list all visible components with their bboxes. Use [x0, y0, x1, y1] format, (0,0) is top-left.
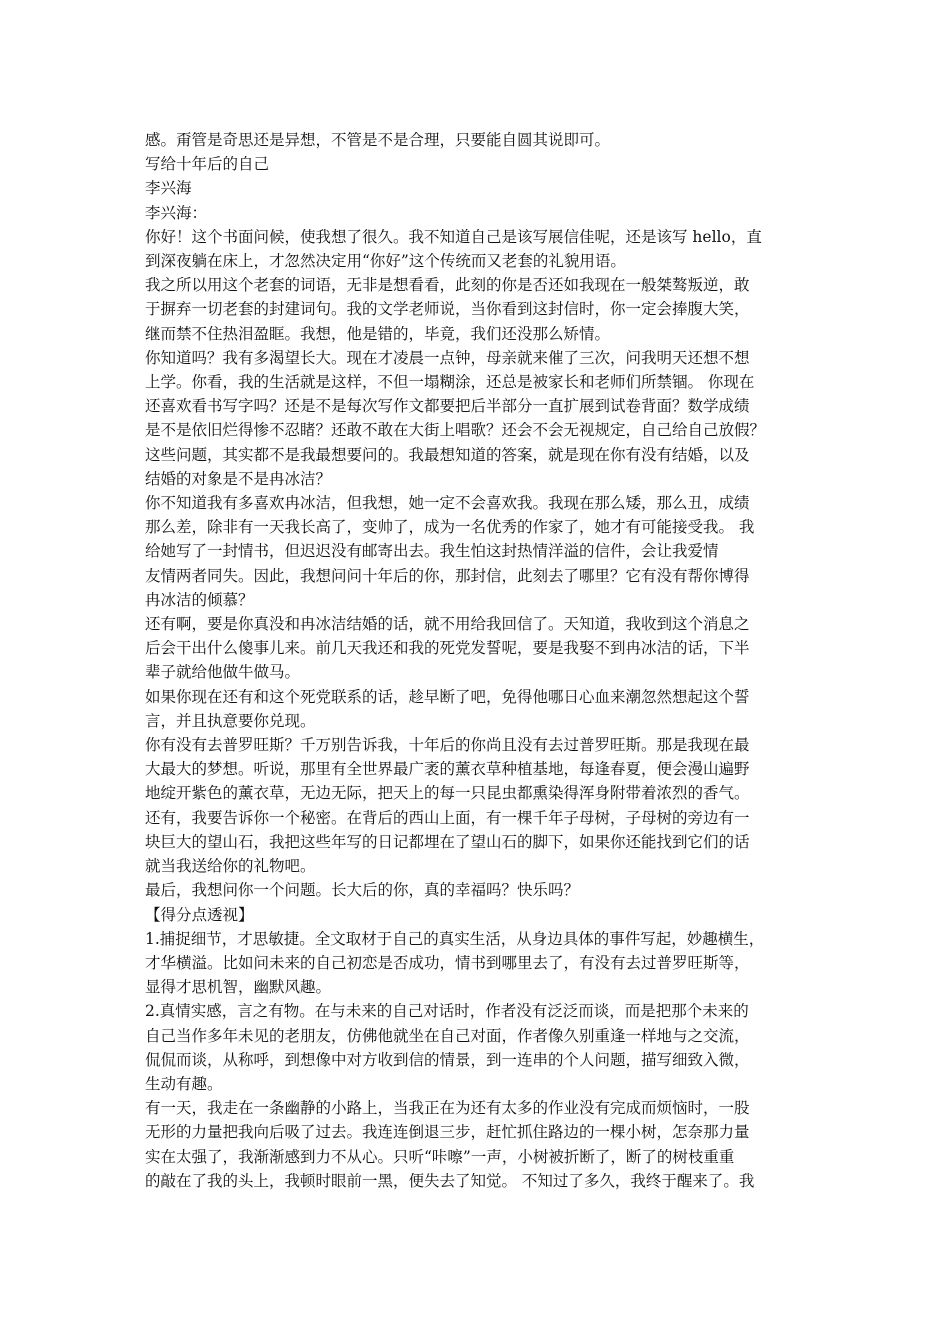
text-line: 感。甭管是奇思还是异想，不管是不是合理，只要能自圆其说即可。: [145, 131, 611, 149]
text-line: 李兴海: [145, 179, 192, 198]
paragraph: [145, 806, 813, 879]
paragraph: [145, 201, 813, 225]
text-line: 才华横溢。比如问未来的自己初恋是否成功，情书到哪里去了，有没有去过普罗旺斯等，: [145, 953, 750, 972]
paragraph: [145, 443, 813, 491]
text-line: 你有没有去普罗旺斯？千万别告诉我，十年后的你尚且没有去过普罗旺斯。那是我现在最: [145, 736, 750, 755]
text-line: 还有，我要告诉你一个秘密。在背后的西山上面，有一棵千年子母树，子母树的旁边有一: [145, 808, 750, 827]
text-line: 那么差，除非有一天我长高了，变帅了，成为一名优秀的作家了，她才有可能接受我。 我: [145, 518, 755, 537]
text-line: 显得才思机智，幽默风趣。: [145, 978, 332, 997]
text-line: 块巨大的望山石，我把这些年写的日记都埋在了望山石的脚下，如果你还能找到它们的话: [145, 832, 750, 851]
text-line: 侃侃而谈，从称呼，到想像中对方收到信的情景，到一连串的个人问题，描写细致入微，: [145, 1050, 750, 1069]
text-line: 实在太强了，我渐渐感到力不从心。只听“咔嚓”一声，小树被折断了，断了的树枝重重: [145, 1147, 735, 1166]
text-line: 生动有趣。: [145, 1074, 223, 1093]
text-line: 这些问题，其实都不是我最想要问的。我最想知道的答案，就是现在你有没有结婚，以及: [145, 445, 750, 464]
text-line: 我之所以用这个老套的词语，无非是想看看，此刻的你是否还如我现在一般桀骜叛逆，敢: [145, 276, 750, 295]
text-line: 2.真情实感，言之有物。在与未来的自己对话时，作者没有泛泛而谈，而是把那个未来的: [145, 1002, 749, 1021]
paragraph: [145, 491, 813, 612]
text-line: 还喜欢看书写字吗？还是不是每次写作文都要把后半部分一直扩展到试卷背面？数学成绩: [145, 397, 750, 416]
text-line: 给她写了一封情书，但迟迟没有邮寄出去。我生怕这封热情洋溢的信件，会让我爱情: [145, 542, 719, 561]
paragraph: [145, 733, 813, 806]
text-line: 地绽开紫色的薰衣草，无边无际，把天上的每一只昆虫都熏染得浑身附带着浓烈的香气。: [145, 784, 750, 803]
text-line: 【得分点透视】: [145, 905, 254, 924]
paragraph: [145, 878, 813, 902]
text-line: 就当我送给你的礼物吧。: [145, 857, 316, 876]
text-line: 大最大的梦想。听说，那里有全世界最广袤的薰衣草种植基地，每逢春夏，便会漫山遍野: [145, 760, 750, 779]
paragraph: [145, 612, 813, 685]
text-line: 1.捕捉细节，才思敏捷。全文取材于自己的真实生活，从身边具体的事件写起，妙趣横生，: [145, 929, 765, 948]
text-line: 有一天，我走在一条幽静的小路上，当我正在为还有太多的作业没有完成而烦恼时，一股: [145, 1099, 750, 1118]
text-line: 最后，我想问你一个问题。长大后的你，真的幸福吗？快乐吗？: [145, 881, 580, 900]
paragraph: [145, 999, 813, 1096]
text-line: 上学。你看，我的生活就是这样，不但一塌糊涂，还总是被家长和老师们所禁锢。 你现在: [145, 373, 755, 392]
paragraph: [145, 152, 813, 176]
text-line: 无形的力量把我向后吸了过去。我连连倒退三步，赶忙抓住路边的一棵小树，怎奈那力量: [145, 1123, 750, 1142]
paragraph: [145, 346, 813, 443]
paragraph: [145, 273, 813, 346]
text-line: 你不知道我有多喜欢冉冰洁，但我想，她一定不会喜欢我。我现在那么矮，那么丑，成绩: [145, 494, 750, 513]
text-line: 冉冰洁的倾慕？: [145, 590, 254, 609]
paragraph: [145, 176, 813, 200]
text-line: 还有啊，要是你真没和冉冰洁结婚的话，就不用给我回信了。天知道，我收到这个消息之: [145, 615, 750, 634]
paragraph: [145, 903, 813, 927]
text-line: 李兴海：: [145, 203, 208, 222]
text-line: 写给十年后的自己: [145, 155, 270, 174]
text-line: 的敲在了我的头上，我顿时眼前一黑，便失去了知觉。 不知过了多久，我终于醒来了。我: [145, 1171, 755, 1190]
text-line: 言，并且执意要你兑现。: [145, 711, 316, 730]
text-line: 你知道吗？我有多渴望长大。现在才凌晨一点钟，母亲就来催了三次，问我明天还想不想: [145, 348, 750, 367]
text-line: 是不是依旧烂得惨不忍睹？还敢不敢在大街上唱歌？还会不会无视规定，自己给自己放假？: [145, 421, 766, 440]
text-line: 结婚的对象是不是冉冰洁？: [145, 469, 332, 488]
document-body: [145, 128, 813, 1193]
text-line: 后会干出什么傻事儿来。前几天我还和我的死党发誓呢，要是我娶不到冉冰洁的话，下半: [145, 639, 750, 658]
paragraph: [145, 225, 813, 273]
paragraph: [145, 1096, 813, 1193]
paragraph: [145, 927, 813, 1000]
text-line: 于摒弃一切老套的封建词句。我的文学老师说，当你看到这封信时，你一定会捧腹大笑，: [145, 300, 750, 319]
text-line: 友情两者同失。因此，我想问问十年后的你，那封信，此刻去了哪里？它有没有帮你博得: [145, 566, 750, 585]
paragraph: [145, 685, 813, 733]
text-line: 继而禁不住热泪盈眶。我想，他是错的，毕竟，我们还没那么矫情。: [145, 324, 611, 343]
text-line: 辈子就给他做牛做马。: [145, 663, 301, 682]
text-line: 你好！这个书面问候，使我想了很久。我不知道自己是该写展信佳呢，还是该写 hello，直: [145, 227, 762, 246]
paragraph: [145, 128, 813, 152]
text-line: 自己当作多年未见的老朋友，仿佛他就坐在自己对面，作者像久别重逢一样地与之交流，: [145, 1026, 750, 1045]
text-line: 如果你现在还有和这个死党联系的话，趁早断了吧，免得他哪日心血来潮忽然想起这个誓: [145, 687, 750, 706]
text-line: 到深夜躺在床上，才忽然决定用“你好”这个传统而又老套的礼貌用语。: [145, 252, 626, 271]
